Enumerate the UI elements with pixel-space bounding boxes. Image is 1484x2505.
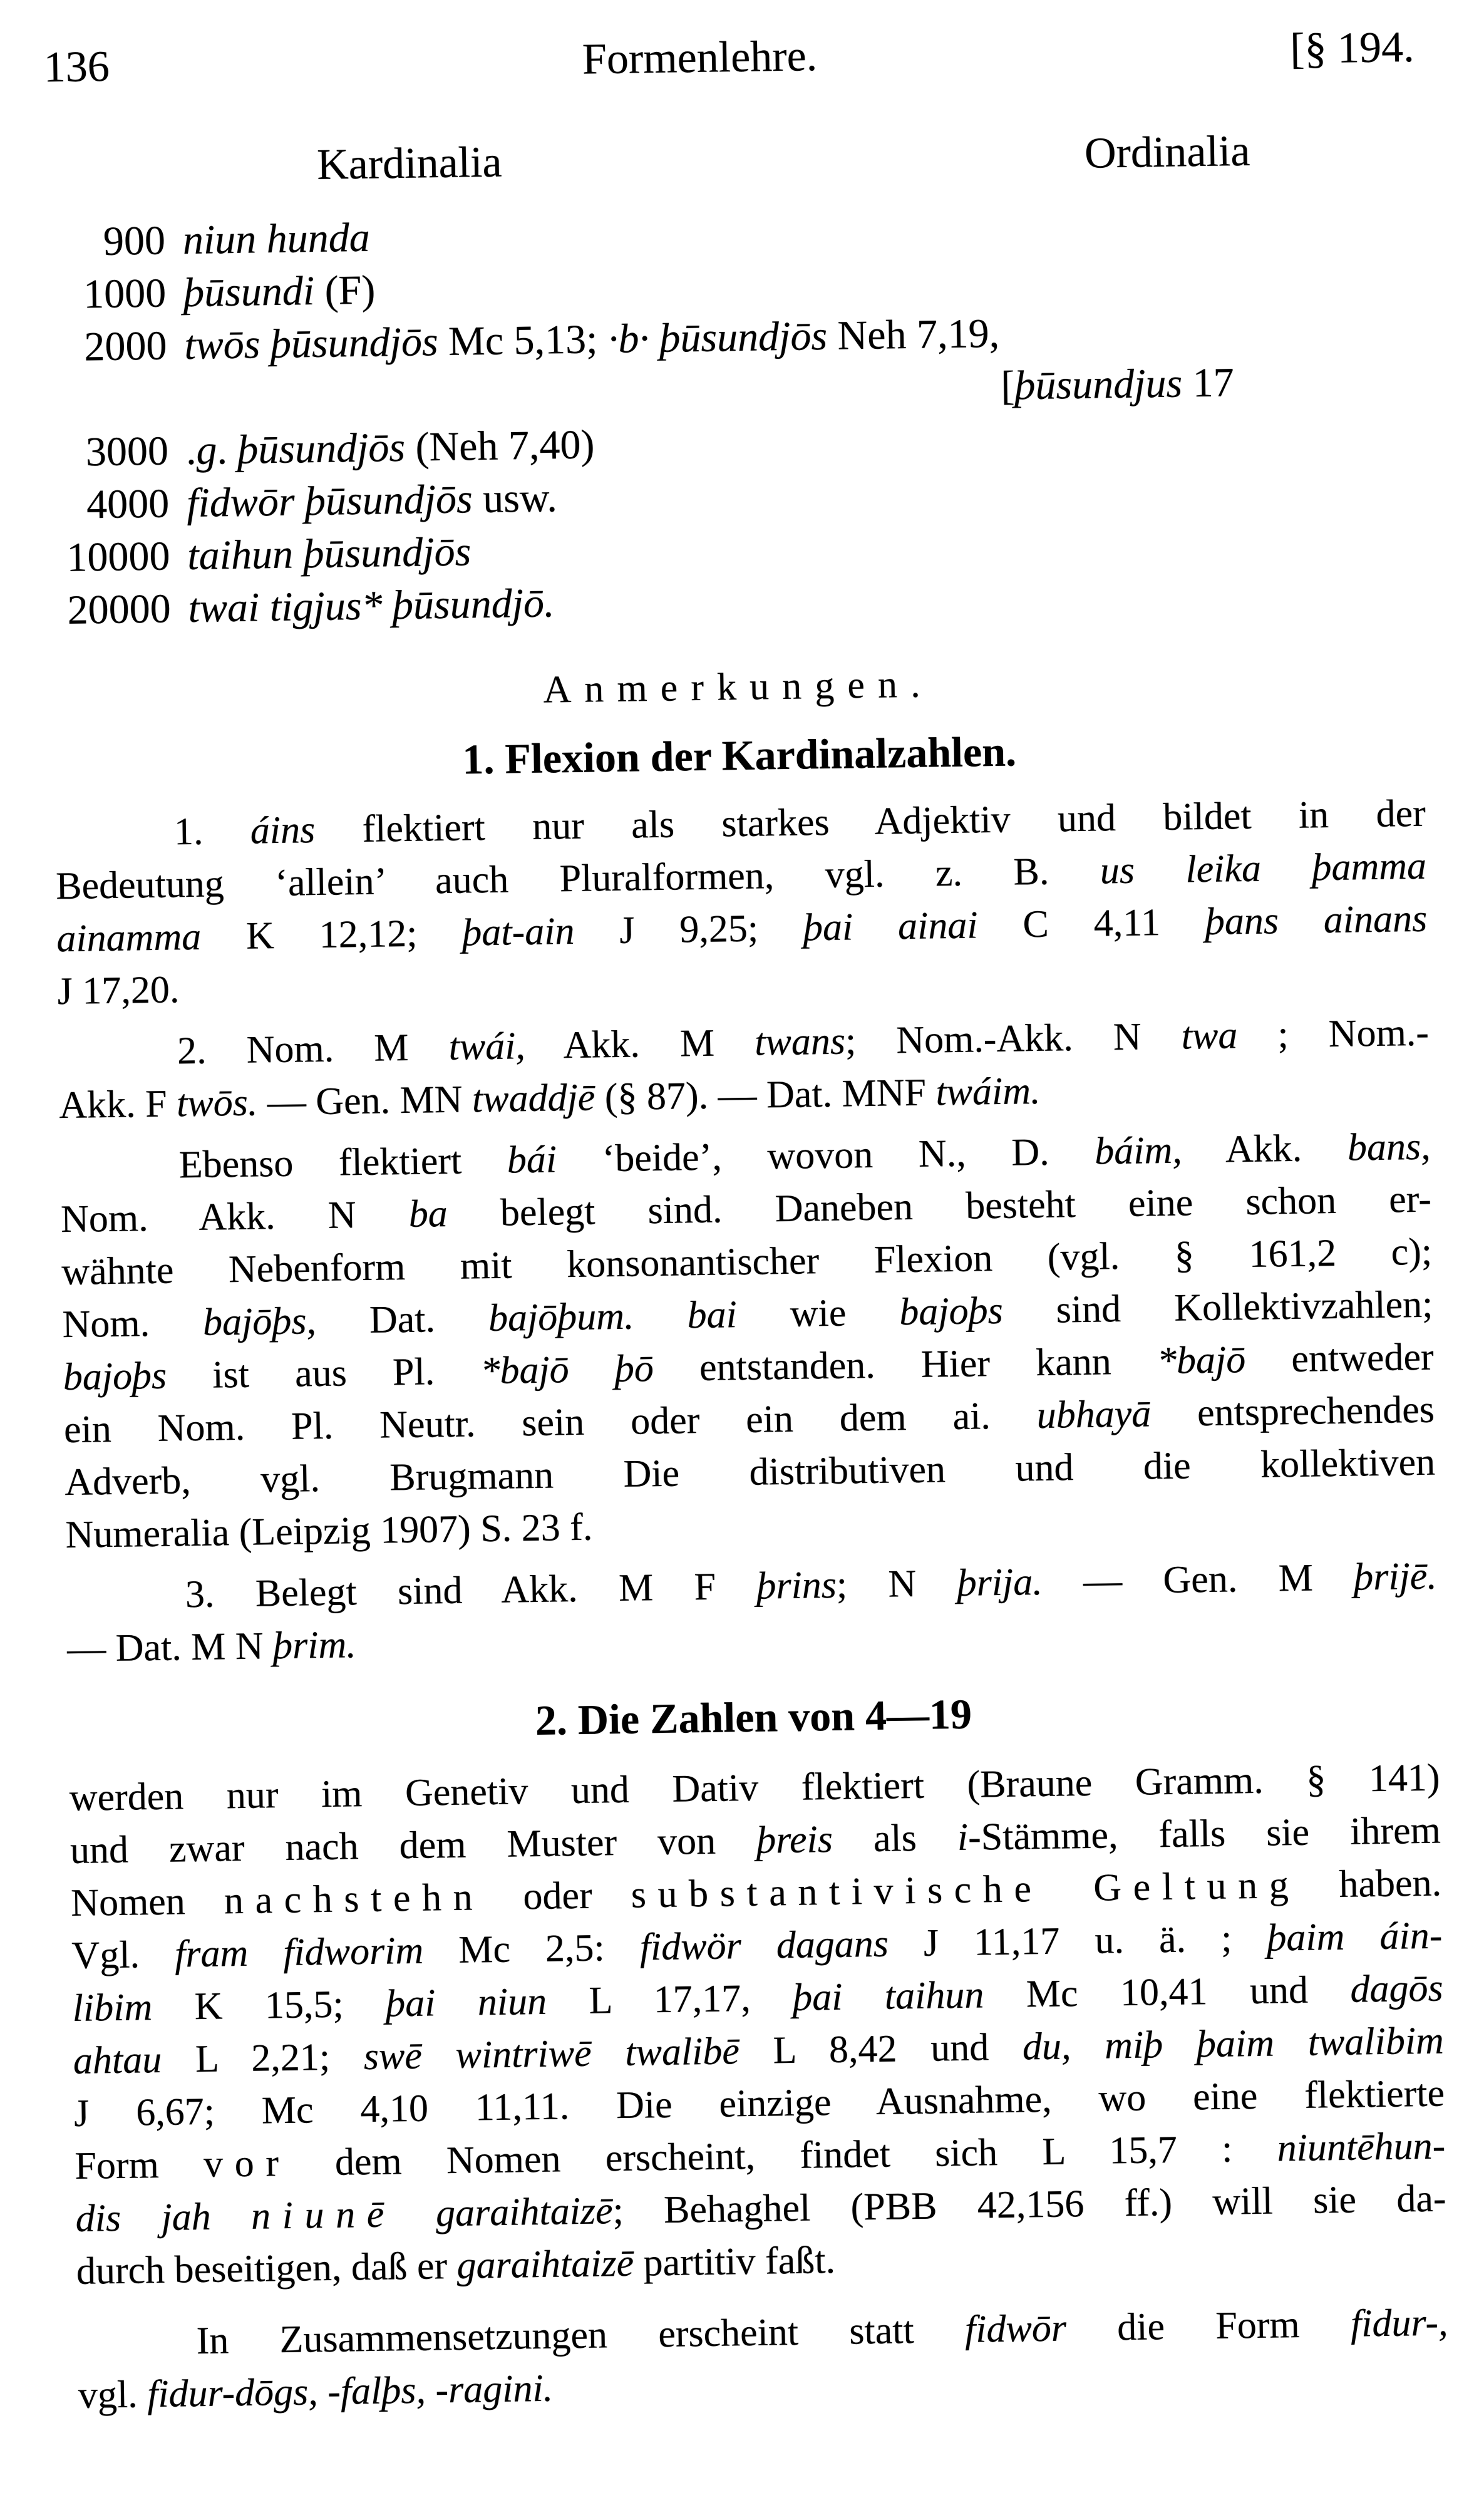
- text-segment: Form: [74, 2142, 204, 2187]
- text-segment: 17: [1182, 359, 1235, 406]
- gothic-term: ubhayā: [1036, 1392, 1152, 1437]
- gothic-term: þans ainans: [1205, 897, 1428, 943]
- text-segment: durch beseitigen, daß er: [76, 2244, 458, 2293]
- gothic-term: *bajō: [1157, 1338, 1246, 1383]
- gothic-term: ba: [408, 1192, 448, 1236]
- text-segment: K 15,5;: [152, 1982, 386, 2029]
- text-segment: 2. Nom. M: [177, 1025, 450, 1073]
- text-segment: und zwar nach dem Muster von: [70, 1819, 757, 1872]
- text-segment: J 9,25;: [574, 906, 804, 953]
- gothic-term: þūsundjus: [1014, 360, 1183, 409]
- text-segment: partitiv faßt.: [633, 2238, 836, 2285]
- text-segment: -Stämme, falls sie ihrem: [967, 1809, 1441, 1859]
- gothic-term: garaihtaizē: [395, 2189, 614, 2236]
- gothic-term: garaihtaizē: [456, 2241, 634, 2287]
- paragraph: [66, 1550, 1438, 1675]
- text-segment: Mc 10,41 und: [983, 1968, 1351, 2017]
- text-segment: J 17,20.: [57, 968, 180, 1013]
- gothic-term: us leika þamma: [1100, 844, 1427, 892]
- text-segment: In Zusammensetzungen erscheint statt: [196, 2308, 966, 2363]
- text-segment: — Dat. M N: [66, 1624, 274, 1671]
- gothic-term: fidwōr þūsundjōs: [186, 476, 473, 527]
- text-segment: (§ 87). — Dat. MNF: [594, 1071, 936, 1119]
- text-segment: ‘beide’, wovon N., D.: [556, 1130, 1095, 1181]
- text-segment: Akk. F: [58, 1082, 177, 1127]
- text-segment: ; N: [836, 1561, 958, 1606]
- text-segment: sind Kollektivzahlen;: [1002, 1283, 1433, 1332]
- text-segment: Mc 2,5:: [423, 1926, 641, 1972]
- text-segment: Nom.: [62, 1301, 204, 1346]
- text-segment: als: [832, 1816, 958, 1861]
- text-segment: wie: [736, 1291, 900, 1336]
- text-segment: — Gen. M: [1042, 1556, 1354, 1603]
- gothic-term: twái,: [448, 1025, 526, 1068]
- paragraph: [58, 1006, 1430, 1132]
- gothic-term: bajōþum.: [488, 1294, 635, 1340]
- text-segment: Neh 7,19,: [827, 310, 1000, 359]
- cardinal-number: 1000: [83, 270, 167, 318]
- gothic-term: dagōs: [1349, 1966, 1444, 2011]
- text-segment: (Neh 7,40): [404, 421, 595, 470]
- gothic-term: twans: [754, 1020, 846, 1064]
- cardinal-number: 3000: [85, 428, 169, 475]
- gothic-term: swē wintriwē twalibē: [363, 2030, 740, 2079]
- text-segment: flektiert nur als starkes Adjektiv und bildet in der: [314, 792, 1426, 852]
- text-segment: haben.: [1299, 1861, 1442, 1906]
- gothic-text: [187, 472, 558, 530]
- gothic-term: þrijē.: [1353, 1554, 1438, 1599]
- gothic-term: twōs.: [176, 1081, 258, 1125]
- subsection2-heading: 2. Die Zahlen von 4—19: [535, 1690, 972, 1744]
- gothic-term: þai ainai: [803, 904, 979, 949]
- text-segment: Ebenso flektiert: [178, 1139, 508, 1187]
- column-headers: [45, 126, 1416, 192]
- text-segment: Dat.: [316, 1297, 489, 1343]
- text-segment: L 17,17,: [546, 1976, 793, 2023]
- text-segment: entsprechendes: [1150, 1388, 1435, 1435]
- text-segment: werden nur im Genetiv und Dativ flektiert (Braune Gramm. § 141): [69, 1756, 1441, 1820]
- notes-section-2: [69, 1752, 1449, 2422]
- text-segment: (F): [314, 267, 376, 314]
- text-segment: usw.: [472, 475, 558, 522]
- text-segment: J 6,67; Mc 4,10 11,11. Die einzige Ausnahme, wo eine flektierte: [73, 2072, 1445, 2135]
- gothic-term: þūsundi: [183, 267, 315, 316]
- text-segment: Nom. Akk. N: [60, 1192, 410, 1241]
- text-segment: L 2,21;: [161, 2035, 364, 2081]
- gothic-term: þrim.: [272, 1623, 357, 1668]
- text-segment: Akk. M: [525, 1021, 755, 1068]
- text-segment: entweder: [1245, 1335, 1435, 1382]
- text-segment: Adverb, vgl. Brugmann Die distributiven und die kollektiven: [64, 1440, 1436, 1504]
- gothic-term: i: [957, 1815, 969, 1859]
- text-segment: — Gen. MN: [257, 1078, 473, 1124]
- text-segment: [634, 1294, 688, 1337]
- cardinal-number: 900: [103, 217, 166, 264]
- cardinal-number: 2000: [83, 323, 167, 370]
- column-header-ordinalia: Ordinalia: [1084, 127, 1250, 178]
- gothic-term: dis: [75, 2196, 121, 2240]
- gothic-text: [188, 577, 555, 635]
- gothic-term: twa: [1181, 1014, 1238, 1058]
- gothic-term: báim,: [1094, 1129, 1183, 1173]
- text-segment: die Form: [1066, 2302, 1351, 2350]
- gothic-term: twai tigjus* þūsundjō.: [188, 580, 555, 632]
- gothic-term: twōs þūsundjōs: [183, 319, 439, 369]
- text-segment: 3. Belegt sind Akk. M F: [185, 1564, 757, 1616]
- text-segment: L 8,42 und: [739, 2025, 1023, 2073]
- column-header-kardinalia: Kardinalia: [316, 138, 503, 189]
- paragraph: [69, 1752, 1447, 2298]
- gothic-term: bajoþs: [63, 1354, 167, 1399]
- gothic-text: [182, 212, 370, 267]
- paragraph: [59, 1120, 1436, 1561]
- gothic-term: twáim.: [935, 1069, 1041, 1114]
- text-segment: entstanden. Hier kann: [653, 1340, 1158, 1390]
- gothic-term: ahtau: [73, 2038, 162, 2083]
- cardinal-number: 10000: [66, 533, 170, 581]
- cardinal-number: 20000: [67, 586, 172, 633]
- text-segment: vgl.: [78, 2373, 148, 2417]
- text-segment: Bedeutung ‘allein’ auch Pluralformen, vgl. z. B.: [55, 849, 1101, 908]
- text-segment: substantivische Geltung: [631, 1863, 1301, 1916]
- text-segment: oder: [483, 1873, 632, 1919]
- text-segment: vor: [203, 2141, 291, 2186]
- gothic-term: þrins: [756, 1563, 837, 1608]
- gothic-term: twaddjē: [471, 1076, 595, 1121]
- text-segment: .: [216, 426, 238, 473]
- gothic-term: du, miþ þaim twalibim: [1022, 2019, 1445, 2069]
- gothic-text: [1001, 356, 1234, 413]
- gothic-term: bans,: [1347, 1125, 1431, 1169]
- gothic-term: fidur-dōgs, -falþs, -ragini.: [147, 2367, 554, 2416]
- gothic-term: þūsundjōs: [237, 424, 406, 473]
- gothic-term: fidwōr: [964, 2306, 1067, 2351]
- gothic-term: þat-ain: [461, 909, 575, 954]
- gothic-term: fram fidworim: [174, 1929, 424, 1976]
- gothic-term: fidwör dagans: [639, 1922, 889, 1969]
- gothic-term: þai taihun: [792, 1973, 984, 2019]
- text-segment: [: [1000, 363, 1016, 409]
- paragraph: [77, 2296, 1449, 2421]
- text-segment: Nomen: [70, 1879, 225, 1925]
- cardinal-number-list: [46, 196, 1423, 637]
- text-segment: ein Nom. Pl. Neutr. sein oder ein dem ai.: [63, 1394, 1038, 1452]
- running-title: Formenlehre.: [582, 32, 818, 84]
- text-segment: .: [185, 427, 197, 474]
- gothic-term: niunē: [250, 2193, 396, 2238]
- gothic-term: bái: [507, 1138, 557, 1182]
- notes-section-1: [54, 787, 1438, 1675]
- paragraph: [54, 787, 1428, 1018]
- gothic-term: jah: [120, 2194, 252, 2239]
- gothic-term: niun hunda: [182, 214, 371, 264]
- text-segment: [649, 316, 660, 361]
- gothic-term: ainamma: [56, 915, 202, 961]
- text-segment: C 4,11: [977, 900, 1206, 947]
- text-segment: Vgl.: [71, 1933, 175, 1978]
- text-segment: nachstehn: [224, 1876, 485, 1923]
- text-segment: Mc 5,13;: [438, 316, 609, 365]
- gothic-term: þūsundjōs: [659, 312, 828, 361]
- text-segment: J 11,17 u. ä. ;: [888, 1916, 1267, 1965]
- gothic-term: niuntēhun-: [1277, 2124, 1446, 2170]
- gothic-term: bajoþs: [899, 1289, 1004, 1334]
- text-segment: belegt sind. Daneben besteht eine schon er-: [447, 1177, 1432, 1235]
- anmerkungen-heading: Anmerkungen.: [543, 663, 934, 711]
- gothic-term: taihun þūsundjōs: [187, 529, 471, 579]
- text-segment: wähnte Nebenform mit konsonantischer Flexion (vgl. § 161,2 c);: [61, 1230, 1433, 1294]
- text-segment: dem Nomen erscheint, findet sich L 15,7 :: [290, 2127, 1278, 2184]
- subsection1-heading: 1. Flexion der Kardinalzahlen.: [461, 727, 1017, 783]
- gothic-term: áins: [250, 808, 316, 852]
- gothic-term: libim: [72, 1986, 153, 2030]
- gothic-term: bai: [687, 1293, 738, 1337]
- cardinal-number: 4000: [86, 480, 170, 528]
- text-segment: K 12,12;: [200, 911, 463, 958]
- text-segment: ; Nom.-Akk. N: [845, 1015, 1182, 1063]
- text-segment: ; Behaghel (PBB 42,156 ff.) will sie da-: [612, 2177, 1447, 2233]
- section-mark: [§ 194.: [1289, 23, 1415, 73]
- gothic-text: [183, 264, 376, 320]
- gothic-term: fidur-,: [1350, 2301, 1448, 2345]
- text-segment: 1.: [173, 809, 251, 854]
- gothic-term: þai niun: [385, 1980, 547, 2025]
- gothic-term: þreis: [756, 1817, 833, 1862]
- page-number: 136: [43, 42, 110, 92]
- text-segment: ; Nom.-: [1237, 1011, 1430, 1057]
- gothic-term: *bajō þō: [480, 1347, 654, 1393]
- page-header: [43, 24, 1414, 91]
- gothic-text: [185, 418, 595, 477]
- gothic-term: þaim áin-: [1266, 1914, 1443, 1960]
- gothic-term: bajōþs,: [202, 1299, 317, 1344]
- text-segment: ist aus Pl.: [166, 1350, 481, 1397]
- text-segment: Akk.: [1182, 1126, 1348, 1172]
- gothic-text: [187, 525, 471, 582]
- text-segment: Numeralia (Leipzig 1907) S. 23 f.: [65, 1506, 593, 1557]
- gothic-term: ·b·: [607, 316, 650, 363]
- gothic-term: þrija.: [957, 1560, 1043, 1604]
- gothic-term: g: [195, 427, 217, 473]
